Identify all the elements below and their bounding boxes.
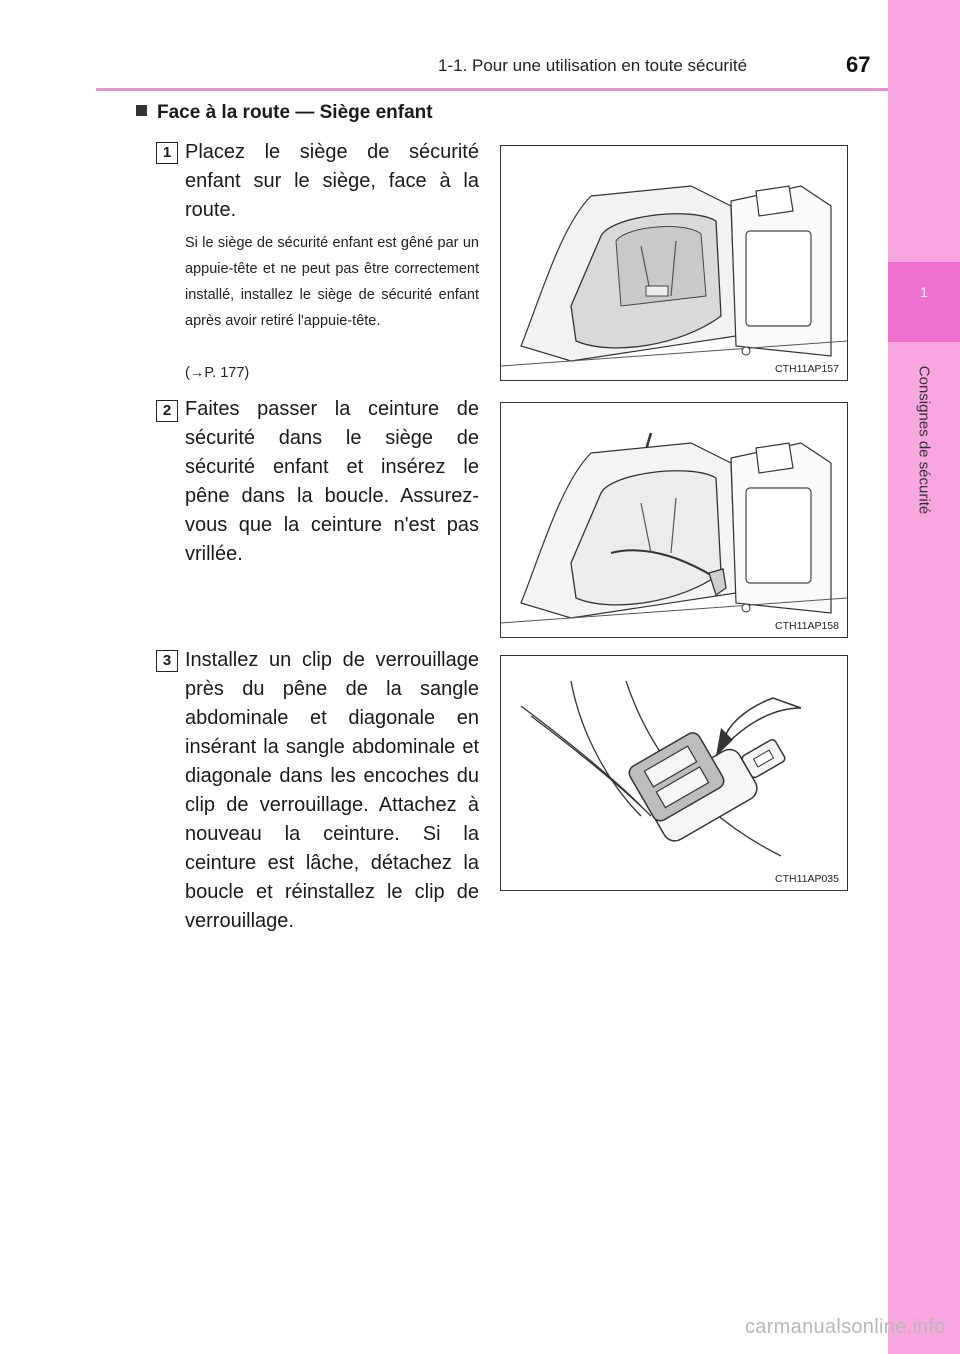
step-2-text: Faites passer la ceinture de sécurité dans le siège de sécurité enfant et insérez le pêne dans la boucle. Assurez-vous que la ceinture n'est pas vrillée. — [185, 398, 479, 565]
figure-3-locking-clip — [500, 655, 848, 891]
step-3-number: 3 — [156, 650, 178, 672]
step-1-note: Si le siège de sécurité enfant est gêné par un appuie-tête et ne peut pas être correctement installé, installez le siège de sécurité enfant après avoir retiré l'appuie-tête. — [185, 235, 479, 329]
section-title-text: Face à la route — Siège enfant — [157, 102, 433, 123]
step-1-number: 1 — [156, 142, 178, 164]
figure-1-child-seat-placement — [500, 145, 848, 381]
figure-1-code: CTH11AP157 — [774, 363, 839, 375]
chapter-number: 1 — [920, 284, 928, 300]
figure-2-code: CTH11AP158 — [774, 620, 839, 632]
header-section-title: 1-1. Pour une utilisation en toute sécurité — [438, 56, 748, 75]
square-bullet-icon — [136, 105, 147, 116]
step-2-number: 2 — [156, 400, 178, 422]
watermark: carmanualsonline.info — [745, 1316, 946, 1338]
section-title — [136, 102, 433, 124]
step-1-reference: (→P. 177) — [185, 365, 250, 381]
header-divider — [96, 88, 888, 91]
chapter-tab[interactable] — [888, 262, 960, 342]
page-number: 67 — [846, 52, 871, 77]
chapter-label: Consignes de sécurité — [915, 365, 933, 515]
step-3-text: Installez un clip de verrouillage près du pêne de la sangle abdominale et diagonale en insérant la sangle abdominale et diagonale dans les encoches du clip de verrouillage. Attachez à nouveau la ceinture. Si la ceinture est lâche, détachez la boucle et réinstallez le clip de verrouillage. — [185, 649, 479, 932]
figure-3-code: CTH11AP035 — [774, 873, 839, 885]
figure-2-belt-routing — [500, 402, 848, 638]
belt-through-child-seat-illustration — [501, 403, 847, 637]
step-1-text: Placez le siège de sécurité enfant sur le siège, face à la route. — [185, 141, 479, 221]
chapter-sidebar — [888, 0, 960, 1354]
child-seat-on-rear-seat-illustration — [501, 146, 847, 380]
locking-clip-on-belt-illustration — [501, 656, 847, 890]
